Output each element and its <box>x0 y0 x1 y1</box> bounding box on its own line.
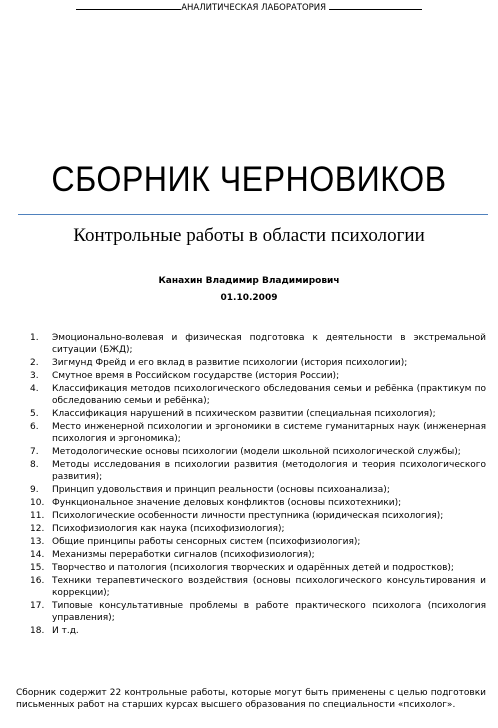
list-item-text: Место инженерной психологии и эргономики в системе гуманитарных наук (инженерная психология и эргономика); <box>52 422 486 444</box>
list-item <box>0 357 498 369</box>
list-item-number: 18. <box>30 626 45 636</box>
list-item-number: 17. <box>30 601 45 611</box>
list-item-text: Зигмунд Фрейд и его вклад в развитие психологии (история психологии); <box>52 358 408 368</box>
list-item-number: 1. <box>30 333 39 343</box>
list-item-text: И т.д. <box>52 626 79 636</box>
list-item <box>0 549 498 561</box>
list-item-text: Техники терапевтического воздействия (основы психологического консультирования и коррекции); <box>52 576 486 598</box>
list-item-number: 6. <box>30 422 39 432</box>
list-item <box>0 523 498 535</box>
list-item-text: Психологические особенности личности преступника (юридическая психология); <box>52 511 444 521</box>
author-name: Канахин Владимир Владимирович <box>158 276 340 286</box>
summary-paragraph: Сборник содержит 22 контрольные работы, которые могут быть применены с целью подготовки письменных работ на старших курсах высшего образования по специальности «психолог». <box>16 688 486 710</box>
document-title: СБОРНИК ЧЕРНОВИКОВ <box>51 160 447 199</box>
header-right-rule <box>329 2 422 10</box>
list-item <box>0 383 498 407</box>
list-item-number: 4. <box>30 384 39 394</box>
list-item-text: Творчество и патология (психология творческих и одарённых детей и подростков); <box>52 563 454 573</box>
list-item-text: Классификация нарушений в психическом развитии (специальная психология); <box>52 409 436 419</box>
list-item <box>0 625 498 637</box>
list-item-number: 15. <box>30 563 45 573</box>
list-item <box>0 510 498 522</box>
list-item <box>0 575 498 599</box>
list-item-text: Механизмы переработки сигналов (психофизиология); <box>52 550 315 560</box>
list-item-number: 3. <box>30 371 39 381</box>
list-item-text: Смутное время в Российском государстве (история России); <box>52 371 340 381</box>
list-item-text: Классификация методов психологического обследования семьи и ребёнка (практикум по обследованию семьи и ребёнка); <box>52 384 486 406</box>
header-left-rule <box>76 2 181 10</box>
contents-list <box>0 332 498 638</box>
list-item-number: 9. <box>30 485 39 495</box>
list-item <box>0 536 498 548</box>
list-item-number: 14. <box>30 550 45 560</box>
list-item-number: 8. <box>30 460 39 470</box>
list-item-number: 7. <box>30 447 39 457</box>
list-item-text: Принцип удовольствия и принцип реальности (основы психоанализа); <box>52 485 390 495</box>
header-text: АНАЛИТИЧЕСКАЯ ЛАБОРАТОРИЯ <box>181 3 327 13</box>
list-item <box>0 408 498 420</box>
list-item <box>0 600 498 624</box>
list-item-number: 5. <box>30 409 39 419</box>
list-item-text: Типовые консультативные проблемы в работе практического психолога (психология управления); <box>52 601 486 623</box>
list-item-text: Функциональное значение деловых конфликтов (основы психотехники); <box>52 498 402 508</box>
list-item <box>0 446 498 458</box>
list-item <box>0 421 498 445</box>
list-item <box>0 370 498 382</box>
list-item-number: 12. <box>30 524 45 534</box>
list-item-text: Общие принципы работы сенсорных систем (психофизиология); <box>52 537 361 547</box>
list-item-text: Эмоционально-волевая и физическая подготовка к деятельности в экстремальной ситуации (БЖД); <box>52 333 486 355</box>
list-item-text: Психофизиология как наука (психофизиология); <box>52 524 285 534</box>
list-item-number: 13. <box>30 537 45 547</box>
list-item-number: 2. <box>30 358 39 368</box>
list-item-number: 10. <box>30 498 45 508</box>
document-subtitle: Контрольные работы в области психологии <box>73 225 425 246</box>
list-item <box>0 459 498 483</box>
list-item-text: Методы исследования в психологии развития (методология и теория психологического развития); <box>52 460 486 482</box>
list-item <box>0 484 498 496</box>
header-line <box>0 2 498 13</box>
list-item-number: 16. <box>30 576 45 586</box>
list-item <box>0 332 498 356</box>
list-item <box>0 497 498 509</box>
list-item-text: Методологические основы психологии (модели школьной психологической службы); <box>52 447 461 457</box>
document-date: 01.10.2009 <box>220 293 278 303</box>
list-item-number: 11. <box>30 511 45 521</box>
list-item <box>0 562 498 574</box>
title-rule <box>18 214 488 215</box>
